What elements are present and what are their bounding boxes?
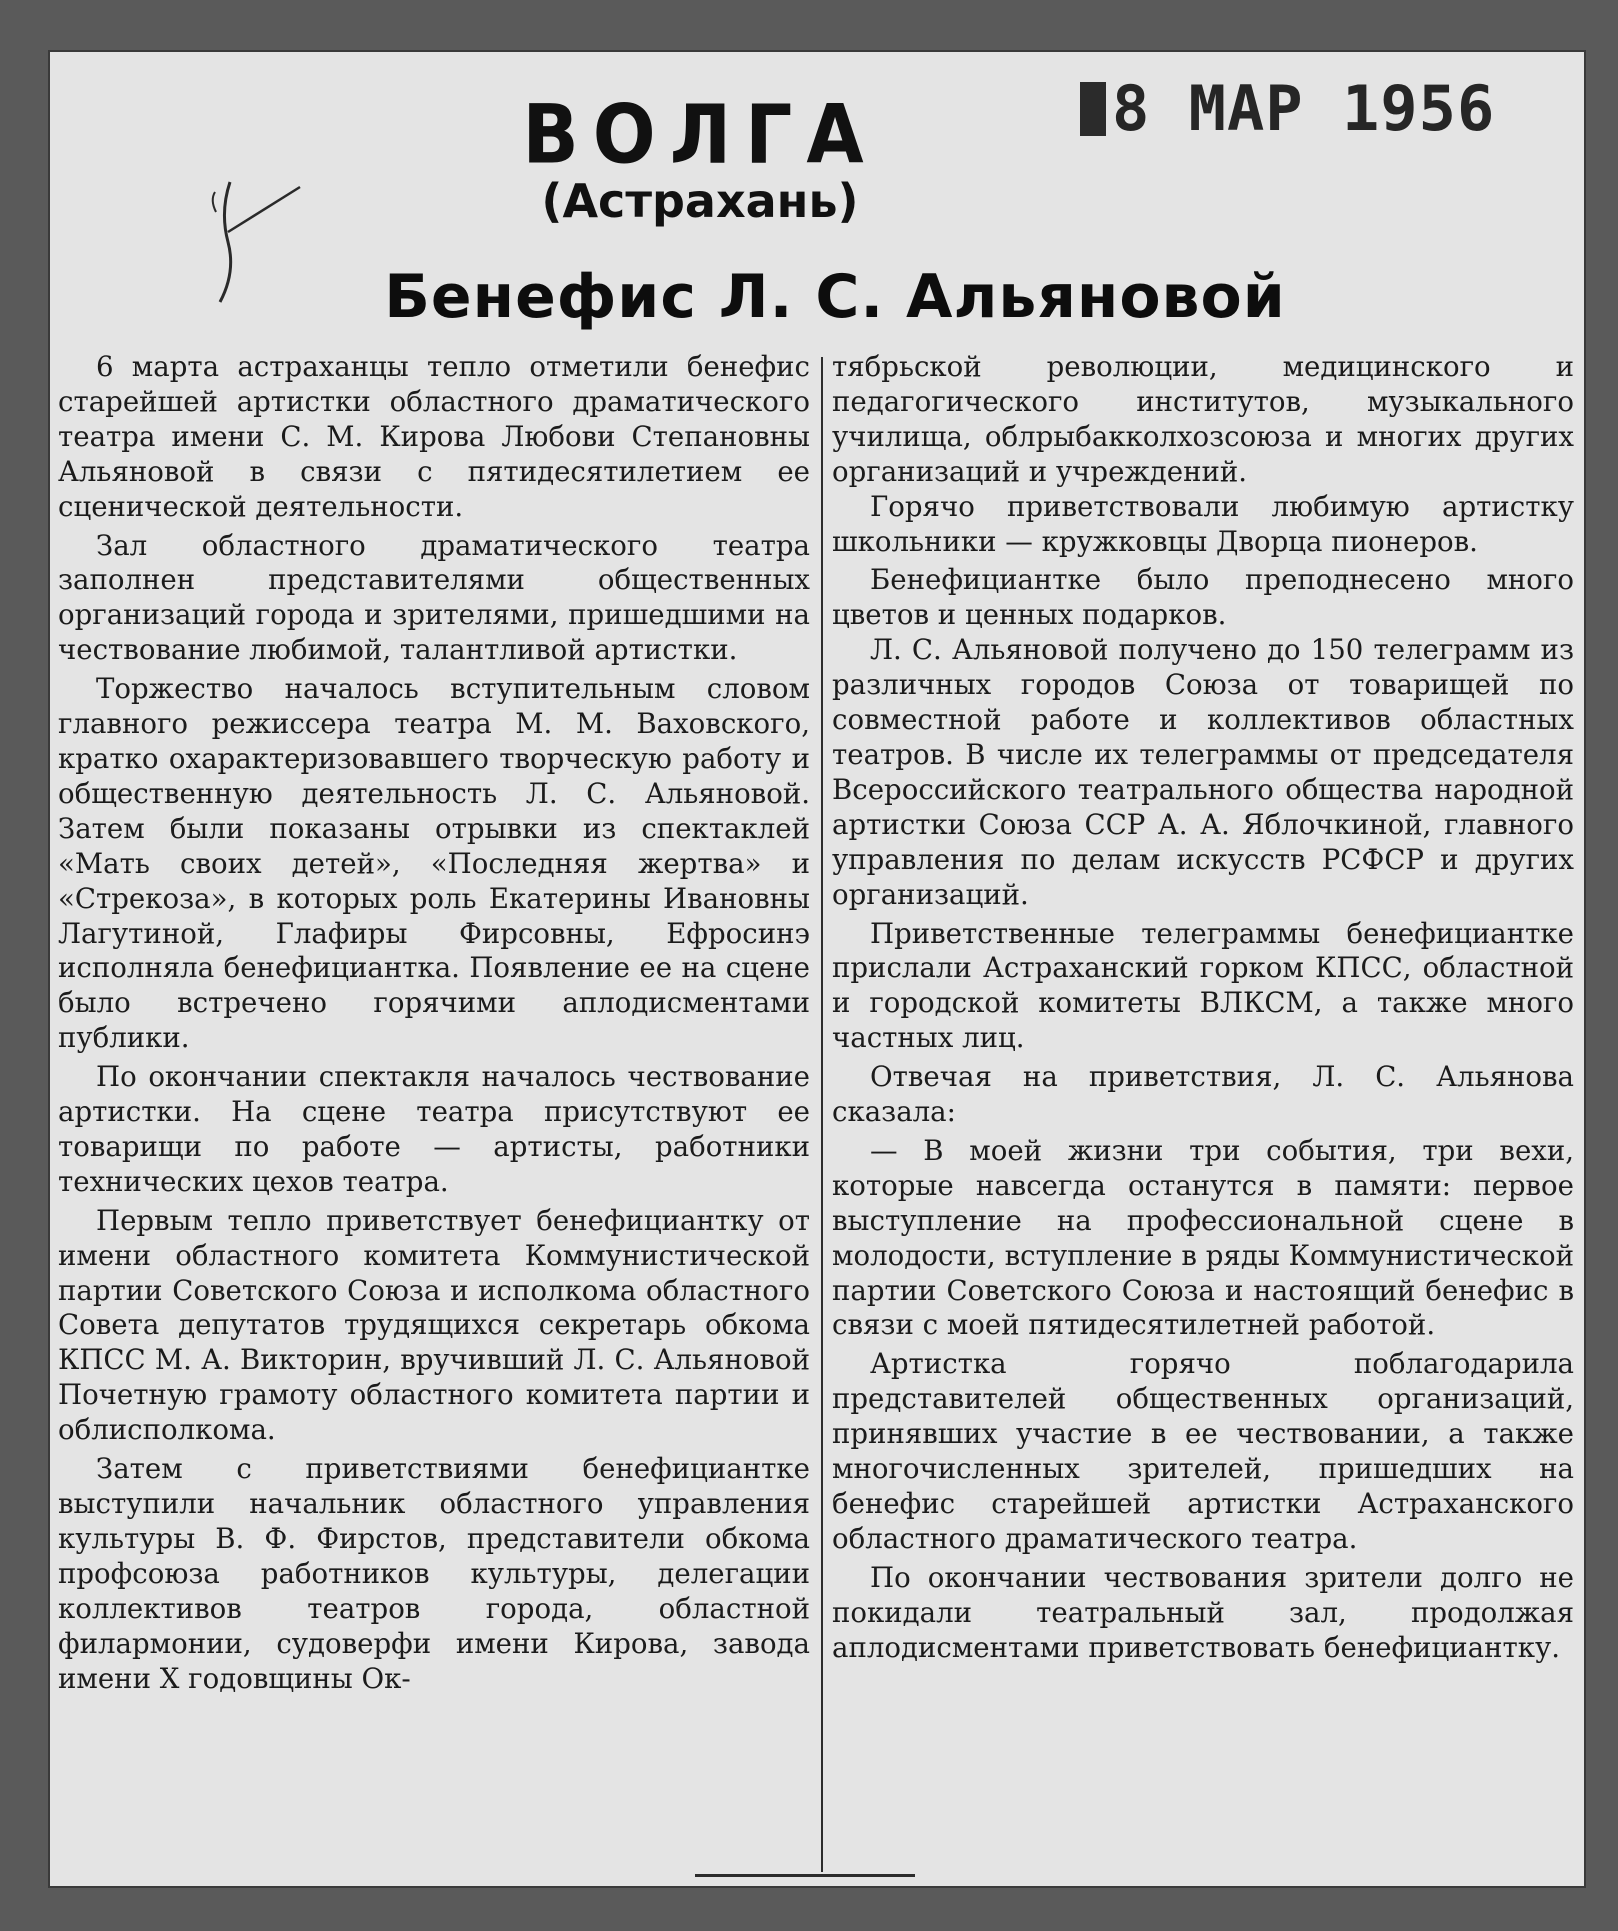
paragraph: 6 марта астраханцы тепло отметили бенефис старейшей артистки областного драматического театра имени С. М. Кирова Любови Степановны Альяновой в связи с пятидесятилетием ее сценической деятельности. xyxy=(58,350,810,523)
article-title: Бенефис Л. С. Альяновой xyxy=(384,262,1286,332)
date-stamp-text: 8 МАР 1956 xyxy=(1112,72,1496,145)
paragraph: Зал областного драматического театра заполнен представителями общественных организаций города и зрителями, пришедшими на чествование любимой, талантливой артистки. xyxy=(58,528,810,667)
end-rule xyxy=(695,1874,915,1877)
date-stamp xyxy=(1080,72,1495,145)
paragraph: Отвечая на приветствия, Л. С. Альянова сказала: xyxy=(832,1060,1574,1129)
article-left-column xyxy=(58,350,810,1696)
article-right-column xyxy=(832,350,1574,1666)
paragraph: тябрьской революции, медицинского и педагогического институтов, музыкального училища, облрыбакколхозсоюза и многих других организаций и учреждений. xyxy=(832,350,1574,488)
paragraph: Бенефициантке было преподнесено много цветов и ценных подарков. xyxy=(832,563,1574,632)
paragraph: Торжество началось вступительным словом главного режиссера театра М. М. Ваховского, кратко охарактеризовавшего творческую работу и общественную деятельность Л. С. Альяновой. Затем были показаны отрывки из спектаклей «Мать своих детей», «Последняя жертва» и «Стрекоза», в которых роль Екатерины Ивановны Лагутиной, Глафиры Фирсовны, Ефросинэ исполняла бенефициантка. Появление ее на сцене было встречено горячими аплодисментами публики. xyxy=(58,672,810,1055)
paragraph: — В моей жизни три события, три вехи, которые навсегда останутся в памяти: первое выступление на профессиональной сцене в молодости, вступление в ряды Коммунистической партии Советского Союза и настоящий бенефис в связи с моей пятидесятилетней работой. xyxy=(832,1133,1574,1342)
paragraph: Горячо приветствовали любимую артистку школьники — кружковцы Дворца пионеров. xyxy=(832,489,1574,558)
newspaper-city: (Астрахань) xyxy=(541,174,859,228)
paragraph: По окончании спектакля началось чествование артистки. На сцене театра присутствуют ее товарищи по работе — артисты, работники технических цехов театра. xyxy=(58,1060,810,1198)
newspaper-clipping xyxy=(50,52,1584,1886)
paragraph: Артистка горячо поблагодарила представителей общественных организаций, принявших участие в ее чествовании, а также многочисленных зрителей, пришедших на бенефис старейшей артистки Астраханского областного драматического театра. xyxy=(832,1347,1574,1555)
newspaper-name: ВОЛГА xyxy=(522,87,878,183)
paragraph: Первым тепло приветствует бенефициантку от имени областного комитета Коммунистической партии Советского Союза и исполкома областного Совета депутатов трудящихся секретарь обкома КПСС М. А. Викторин, вручивший Л. С. Альяновой Почетную грамоту областного комитета партии и облисполкома. xyxy=(58,1203,810,1447)
paragraph: Л. С. Альяновой получено до 150 телеграмм из различных городов Союза от товарищей по совместной работе и коллективов областных театров. В числе их телеграммы от председателя Всероссийского театрального общества народной артистки Союза ССР А. А. Яблочкиной, главного управления по делам искусств РСФСР и других организаций. xyxy=(832,633,1574,911)
stamp-mark xyxy=(1080,82,1106,136)
paragraph: Приветственные телеграммы бенефициантке прислали Астраханский горком КПСС, областной и городской комитеты ВЛКСМ, а также много частных лиц. xyxy=(832,916,1574,1055)
pencil-mark xyxy=(150,122,330,322)
paragraph: По окончании чествования зрители долго не покидали театральный зал, продолжая аплодисментами приветствовать бенефициантку. xyxy=(832,1560,1574,1664)
column-divider xyxy=(821,357,823,1872)
paragraph: Затем с приветствиями бенефициантке выступили начальник областного управления культуры В. Ф. Фирстов, представители обкома профсоюза работников культуры, делегации коллективов театров города, областной филармонии, судоверфи имени Кирова, завода имени X годовщины Ок- xyxy=(58,1452,810,1695)
